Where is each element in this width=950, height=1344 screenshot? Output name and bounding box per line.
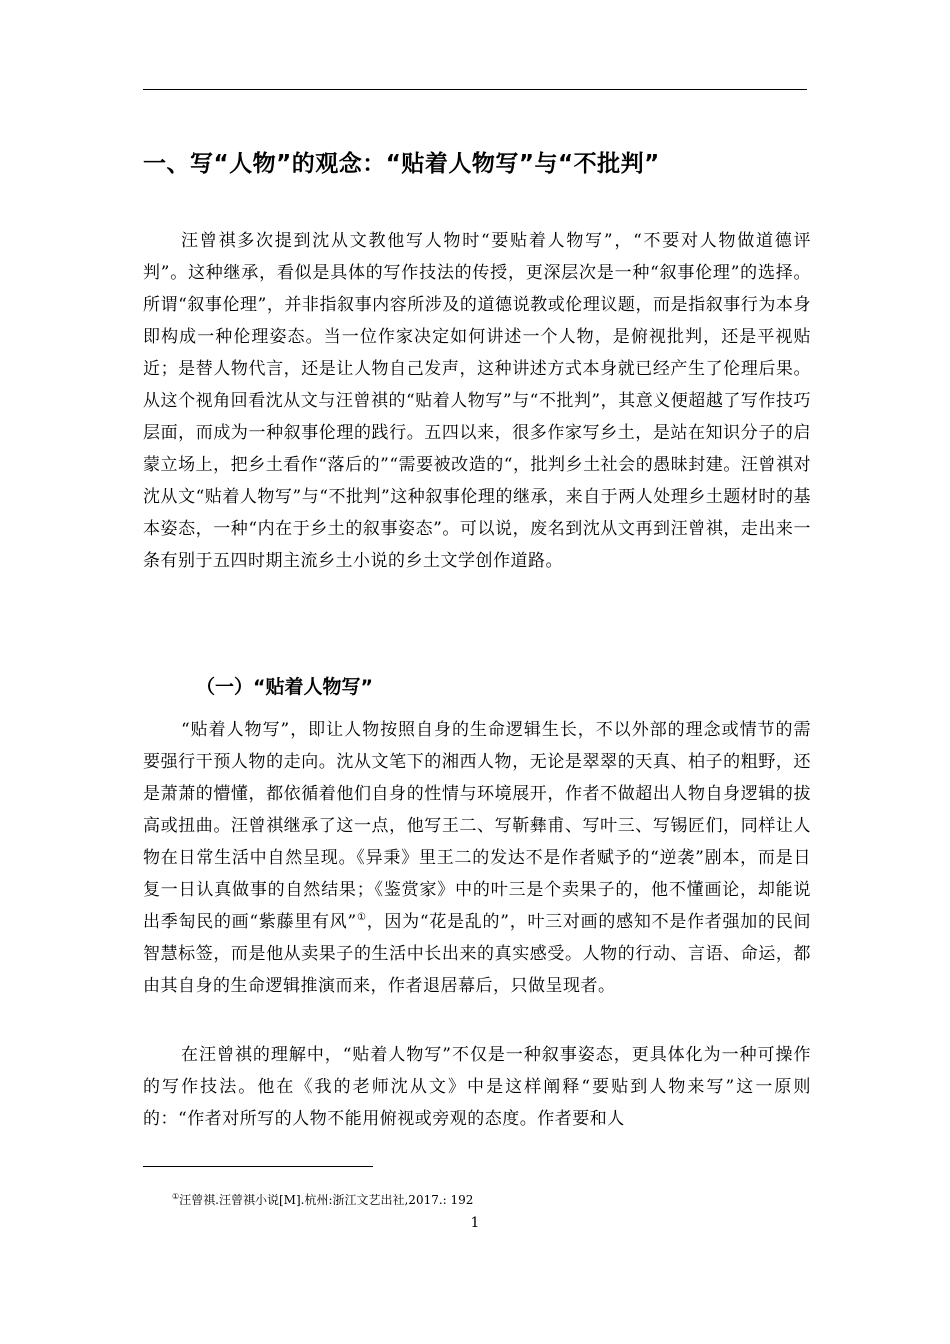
body-paragraph: 在汪曾祺的理解中，“贴着人物写”不仅是一种叙事姿态，更具体化为一种可操作的写作技法。他在《我的老师沈从文》中是这样阐释“要贴到人物来写”这一原则的：“作者对所写的人物不能用俯视或旁观的态度。作者要和人 xyxy=(143,1045,811,1129)
header-rule xyxy=(143,89,807,90)
footnote xyxy=(172,1192,473,1208)
page-number: 1 xyxy=(470,1215,480,1231)
paragraph-text: ，因为“花是乱的”，叶三对画的感知不是作者强加的民间智慧标签，而是他从卖果子的生活中长出来的真实感受。人物的行动、言语、命运，都由其自身的生命逻辑推演而来，作者退居幕后，只做呈现者。 xyxy=(143,912,811,996)
body-paragraph xyxy=(143,714,811,1002)
footnote-text: 汪曾祺.汪曾祺小说[M].杭州:浙江文艺出社,2017.: 192 xyxy=(179,1193,474,1207)
body-paragraph: 汪曾祺多次提到沈从文教他写人物时“要贴着人物写”，“不要对人物做道德评判”。这种继承，看似是具体的写作技法的传授，更深层次是一种“叙事伦理”的选择。所谓“叙事伦理”，并非指叙事内容所涉及的道德说教或伦理议题，而是指叙事行为本身即构成一种伦理姿态。当一位作家决定如何讲述一个人物，是俯视批判，还是平视贴近；是替人物代言，还是让人物自己发声，这种讲述方式本身就已经产生了伦理后果。从这个视角回看沈从文与汪曾祺的“贴着人物写”与“不批判”，其意义便超越了写作技巧层面，而成为一种叙事伦理的践行。五四以来，很多作家写乡土，是站在知识分子的启蒙立场上，把乡土看作“落后的”“需要被改造的“，批判乡土社会的愚昧封建。汪曾祺对沈从文“贴着人物写”与“不批判”这种叙事伦理的继承，来自于两人处理乡土题材时的基本姿态，一种“内在于乡土的叙事姿态”。可以说，废名到沈从文再到汪曾祺，走出来一条有别于五四时期主流乡土小说的乡土文学创作道路。 xyxy=(143,231,811,571)
footnote-rule xyxy=(143,1166,373,1167)
subsection-heading: （一）“贴着人物写” xyxy=(196,676,373,698)
footnote-mark: ① xyxy=(172,1192,180,1201)
section-heading: 一、写“人物”的观念：“贴着人物写”与“不批判” xyxy=(143,151,660,177)
footnote-reference[interactable]: ① xyxy=(356,912,367,923)
paragraph-text: “贴着人物写”，即让人物按照自身的生命逻辑生长，不以外部的理念或情节的需要强行干预人物的走向。沈从文笔下的湘西人物，无论是翠翠的天真、柏子的粗野，还是萧萧的懵懂，都依循着他们自身的性情与环境展开，作者不做超出人物自身逻辑的拔高或扭曲。汪曾祺继承了这一点，他写王二、写靳彝甫、写叶三、写锡匠们，同样让人物在日常生活中自然呈现。《异秉》里王二的发达不是作者赋予的“逆袭”剧本，而是日复一日认真做事的自然结果；《鉴赏家》中的叶三是个卖果子的，他不懂画论，却能说出季匋民的画“紫藤里有风” xyxy=(143,720,811,932)
